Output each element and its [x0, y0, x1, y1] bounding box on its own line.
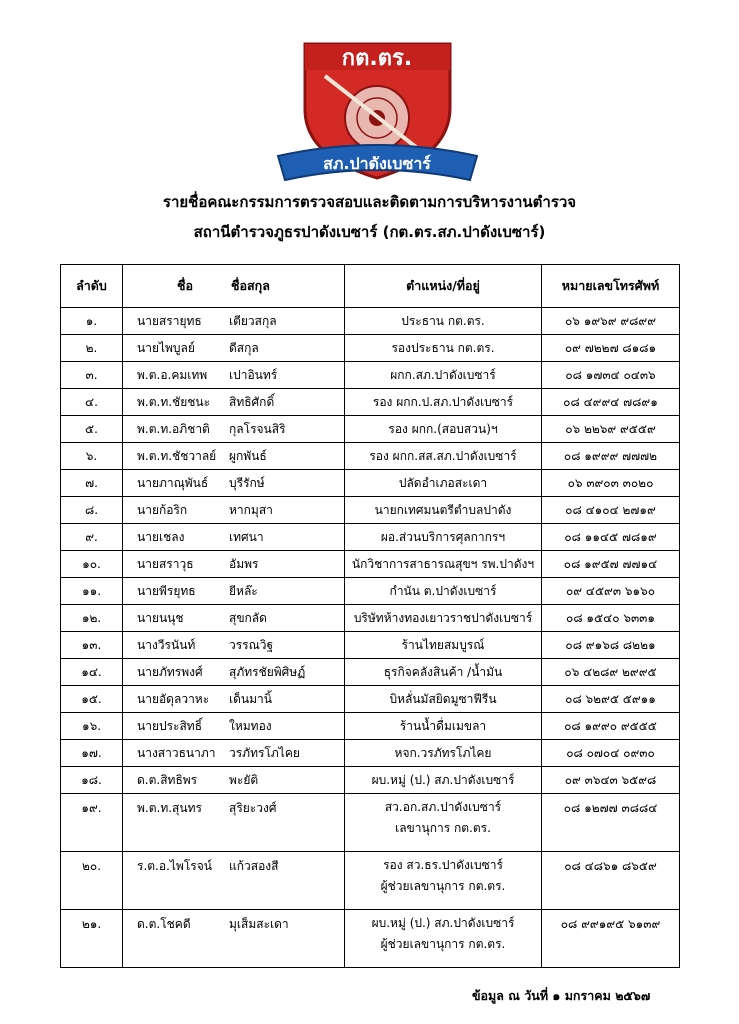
- table-row: [61, 416, 680, 443]
- row-number: ๖.: [61, 443, 123, 470]
- member-name: นางวีรนันท์: [137, 637, 196, 652]
- table-row: [61, 740, 680, 767]
- member-name-cell: [123, 443, 345, 470]
- committee-table: [60, 264, 680, 968]
- member-name-cell: [123, 389, 345, 416]
- member-name-cell: [123, 740, 345, 767]
- member-phone: ๐๙ ๔๕๙๓ ๖๑๖๐: [542, 578, 680, 605]
- member-phone: ๐๘ ๑๗๓๔ ๐๔๓๖: [542, 362, 680, 389]
- member-name: นายภัทรพงศ์: [137, 664, 203, 679]
- member-position: [345, 335, 542, 362]
- member-position: [345, 362, 542, 389]
- data-date-note: ข้อมูล ณ วันที่ ๑ มกราคม ๒๕๖๗: [472, 988, 651, 1003]
- member-name: ด.ต.สิทธิพร: [137, 772, 198, 787]
- member-name: พ.ต.ท.อภิชาติ: [137, 421, 210, 436]
- table-row: [61, 713, 680, 740]
- position-line-2: ผู้ช่วยเลขานุการ กต.ตร.: [380, 879, 506, 893]
- position-line: ร้านไทยสมบูรณ์: [401, 637, 485, 652]
- member-name-cell: [123, 852, 345, 910]
- position-line: ประธาน กต.ตร.: [401, 313, 485, 328]
- member-position: [345, 605, 542, 632]
- member-position: [345, 578, 542, 605]
- row-number: ๑๒.: [61, 605, 123, 632]
- member-name: นางสาวธนาภา: [137, 745, 216, 760]
- member-phone: ๐๘ ๑๒๗๗ ๓๘๘๔: [542, 794, 680, 852]
- member-name-cell: [123, 335, 345, 362]
- row-number: ๘.: [61, 497, 123, 524]
- table-row: [61, 551, 680, 578]
- member-name: นายสราวุธ: [137, 556, 194, 571]
- member-name: นายภาณุพันธ์: [137, 475, 209, 490]
- table-row: [61, 443, 680, 470]
- member-surname: เตียวสกุล: [229, 313, 277, 328]
- member-surname: พะยัติ: [229, 772, 259, 787]
- member-position: [345, 524, 542, 551]
- member-surname: แก้วสองสี: [229, 859, 279, 873]
- member-position: [345, 497, 542, 524]
- member-phone: ๐๖ ๒๒๖๙ ๙๕๕๙: [542, 416, 680, 443]
- member-name: พ.ต.ท.ชัชวาลย์: [137, 448, 217, 463]
- member-surname: เด็นมานิ้: [229, 691, 272, 706]
- member-name-cell: [123, 551, 345, 578]
- member-surname: สุขกลัด: [229, 610, 267, 625]
- table-row: [61, 767, 680, 794]
- member-position: [345, 308, 542, 335]
- row-number: ๑๔.: [61, 659, 123, 686]
- table-row: [61, 578, 680, 605]
- member-name-cell: [123, 794, 345, 852]
- member-name-cell: [123, 362, 345, 389]
- member-position: [345, 852, 542, 910]
- position-line: ผอ.ส่วนบริการศุลกากรฯ: [380, 529, 506, 544]
- member-surname: เปาอินทร์: [229, 367, 278, 382]
- header-phone: หมายเลขโทรศัพท์: [542, 265, 680, 308]
- member-phone: ๐๘ ๐๗๐๔ ๐๙๓๐: [542, 740, 680, 767]
- row-number: ๒๐.: [61, 852, 123, 910]
- member-phone: ๐๖ ๔๒๘๙ ๒๙๙๕: [542, 659, 680, 686]
- position-line: รองประธาน กต.ตร.: [391, 340, 495, 355]
- row-number: ๗.: [61, 470, 123, 497]
- table-row: [61, 659, 680, 686]
- table-row: [61, 362, 680, 389]
- position-line: สว.อก.สภ.ปาดังเบซาร์: [384, 800, 502, 814]
- member-name: นายก้อริก: [137, 502, 188, 517]
- position-line: ร้านน้ำดื่มเมขลา: [399, 718, 487, 733]
- row-number: ๑๗.: [61, 740, 123, 767]
- position-line-2: เลขานุการ กต.ตร.: [395, 821, 491, 835]
- row-number: ๒๑.: [61, 910, 123, 968]
- member-name: นายนนุช: [137, 610, 184, 625]
- member-position: [345, 910, 542, 968]
- member-name: พ.ต.ท.ชัยชนะ: [137, 394, 211, 409]
- table-row: [61, 389, 680, 416]
- member-phone: ๐๘ ๔๑๐๔ ๒๗๑๙: [542, 497, 680, 524]
- position-line: หจก.วรภัทรโภไคย: [394, 745, 492, 760]
- member-surname: กุลโรจนสิริ: [229, 421, 286, 436]
- header-surname: ชื่อสกุล: [231, 278, 270, 293]
- row-number: ๑๐.: [61, 551, 123, 578]
- row-number: ๑๕.: [61, 686, 123, 713]
- position-line: กำนัน ต.ปาดังเบซาร์: [389, 583, 497, 598]
- member-name-cell: [123, 659, 345, 686]
- logo-banner-text: สภ.ปาดังเบซาร์: [323, 154, 431, 173]
- table-row: [61, 794, 680, 852]
- member-name: ด.ต.โชคดี: [137, 917, 191, 931]
- member-position: [345, 389, 542, 416]
- member-name: นายพีรยุทธ: [137, 583, 196, 598]
- member-name: นายเชลง: [137, 529, 185, 544]
- member-phone: ๐๘ ๔๘๖๑ ๘๖๕๙: [542, 852, 680, 910]
- table-row: [61, 308, 680, 335]
- member-name-cell: [123, 767, 345, 794]
- member-phone: ๐๙ ๓๖๔๓ ๖๕๙๘: [542, 767, 680, 794]
- member-phone: ๐๘ ๑๙๙๐ ๙๕๕๕: [542, 713, 680, 740]
- position-line: นายกเทศมนตรีตำบลปาดัง: [374, 502, 512, 517]
- header-order: ลำดับ: [61, 265, 123, 308]
- member-name-cell: [123, 497, 345, 524]
- row-number: ๙.: [61, 524, 123, 551]
- member-name-cell: [123, 470, 345, 497]
- member-phone: ๐๖ ๓๙๐๓ ๓๐๒๐: [542, 470, 680, 497]
- member-phone: ๐๘ ๙๙๑๙๕ ๖๑๓๙: [542, 910, 680, 968]
- member-name-cell: [123, 713, 345, 740]
- row-number: ๑๙.: [61, 794, 123, 852]
- row-number: ๑.: [61, 308, 123, 335]
- member-surname: ใหมทอง: [229, 718, 272, 733]
- member-phone: ๐๘ ๖๒๙๕ ๕๙๑๑: [542, 686, 680, 713]
- position-line: บิหลั่นมัสยิดมูซาฟีรีน: [389, 691, 497, 706]
- member-position: [345, 632, 542, 659]
- member-name-cell: [123, 605, 345, 632]
- position-line: บริษัทห้างทองเยาวราชปาดังเบซาร์: [353, 610, 533, 625]
- row-number: ๑๖.: [61, 713, 123, 740]
- member-position: [345, 767, 542, 794]
- member-name-cell: [123, 524, 345, 551]
- member-surname: เทศนา: [229, 529, 264, 544]
- position-line-2: ผู้ช่วยเลขานุการ กต.ตร.: [380, 937, 506, 951]
- member-name-cell: [123, 686, 345, 713]
- member-name-cell: [123, 308, 345, 335]
- member-surname: สุภัทรชัยพิศิษฏ์: [229, 664, 306, 679]
- member-surname: บุรีรักษ์: [229, 475, 265, 490]
- document-title: รายชื่อคณะกรรมการตรวจสอบและติดตามการบริหารงานตำรวจ: [162, 193, 577, 211]
- table-header-row: [61, 265, 680, 308]
- position-line: รอง สว.ธร.ปาดังเบซาร์: [383, 858, 503, 872]
- position-line: ปลัดอำเภอสะเดา: [398, 475, 488, 490]
- member-position: [345, 470, 542, 497]
- row-number: ๓.: [61, 362, 123, 389]
- member-phone: ๐๖ ๑๙๖๙ ๙๘๙๙: [542, 308, 680, 335]
- header-position: ตำแหน่ง/ที่อยู่: [345, 265, 542, 308]
- member-surname: อัมพร: [229, 556, 259, 571]
- member-name: นายอัดุลวาหะ: [137, 691, 210, 706]
- position-line: ธุรกิจคลังสินค้า /น้ำมัน: [383, 664, 503, 679]
- member-name: ร.ต.อ.ไพโรจน์: [137, 859, 212, 873]
- table-row: [61, 524, 680, 551]
- member-phone: ๐๘ ๑๑๔๕ ๗๘๑๙: [542, 524, 680, 551]
- row-number: ๒.: [61, 335, 123, 362]
- member-name-cell: [123, 416, 345, 443]
- table-row: [61, 605, 680, 632]
- member-surname: ผูกพันธ์: [229, 448, 267, 463]
- member-name: นายประสิทธิ์: [137, 718, 203, 733]
- member-phone: ๐๘ ๑๕๔๐ ๖๓๓๑: [542, 605, 680, 632]
- position-line: นักวิชาการสาธารณสุขฯ รพ.ปาดังฯ: [351, 556, 535, 571]
- member-surname: ยีหล๊ะ: [229, 583, 258, 598]
- member-position: [345, 713, 542, 740]
- member-phone: ๐๘ ๔๙๙๔ ๗๘๙๑: [542, 389, 680, 416]
- position-line: ผกก.สภ.ปาดังเบซาร์: [390, 367, 496, 382]
- header-name-cell: [123, 265, 345, 308]
- member-surname: ดีสกุล: [229, 340, 259, 355]
- table-row: [61, 470, 680, 497]
- member-name-cell: [123, 578, 345, 605]
- member-name: นายไพบูลย์: [137, 340, 195, 355]
- member-position: [345, 659, 542, 686]
- member-name: พ.ต.อ.คมเทพ: [137, 367, 208, 382]
- position-line: ผบ.หมู่ (ป.) สภ.ปาดังเบซาร์: [371, 916, 515, 930]
- position-line: รอง ผกก.สส.สภ.ปาดังเบซาร์: [369, 448, 517, 463]
- member-surname: วรภัทรโภไคย: [229, 745, 300, 760]
- table-row: [61, 910, 680, 968]
- logo-emblem: [270, 38, 485, 188]
- row-number: ๑๑.: [61, 578, 123, 605]
- table-row: [61, 852, 680, 910]
- member-phone: ๐๘ ๙๑๖๘ ๘๒๒๑: [542, 632, 680, 659]
- member-position: [345, 416, 542, 443]
- member-surname: วรรณวิฐ: [229, 637, 274, 652]
- document-subtitle: สถานีตำรวจภูธรปาดังเบซาร์ (กต.ตร.สภ.ปาดังเบซาร์): [193, 223, 546, 241]
- member-surname: สิทธิศักดิ์: [229, 394, 275, 409]
- table-row: [61, 686, 680, 713]
- member-surname: หากมุสา: [229, 502, 273, 517]
- row-number: ๑๘.: [61, 767, 123, 794]
- row-number: ๕.: [61, 416, 123, 443]
- member-phone: ๐๙ ๗๒๒๗ ๘๑๘๑: [542, 335, 680, 362]
- row-number: ๑๓.: [61, 632, 123, 659]
- member-position: [345, 740, 542, 767]
- member-name: นายสรายุทธ: [137, 313, 202, 328]
- member-phone: ๐๘ ๑๙๙๙ ๗๗๗๒: [542, 443, 680, 470]
- member-name-cell: [123, 632, 345, 659]
- logo-emblem-text: กต.ตร.: [341, 46, 413, 71]
- header-name: ชื่อ: [177, 278, 193, 293]
- member-surname: มุเส็มสะเดา: [229, 917, 289, 931]
- table-row: [61, 632, 680, 659]
- table-row: [61, 335, 680, 362]
- member-surname: สุริยะวงศ์: [229, 801, 277, 815]
- member-position: [345, 443, 542, 470]
- member-position: [345, 794, 542, 852]
- member-name-cell: [123, 910, 345, 968]
- table-row: [61, 497, 680, 524]
- position-line: รอง ผกก.ป.สภ.ปาดังเบซาร์: [372, 394, 514, 409]
- member-name: พ.ต.ท.สุนทร: [137, 801, 202, 815]
- member-position: [345, 551, 542, 578]
- row-number: ๔.: [61, 389, 123, 416]
- position-line: ผบ.หมู่ (ป.) สภ.ปาดังเบซาร์: [371, 772, 515, 787]
- position-line: รอง ผกก.(สอบสวน)ฯ: [388, 421, 498, 436]
- member-phone: ๐๘ ๑๙๕๗ ๗๗๑๔: [542, 551, 680, 578]
- member-position: [345, 686, 542, 713]
